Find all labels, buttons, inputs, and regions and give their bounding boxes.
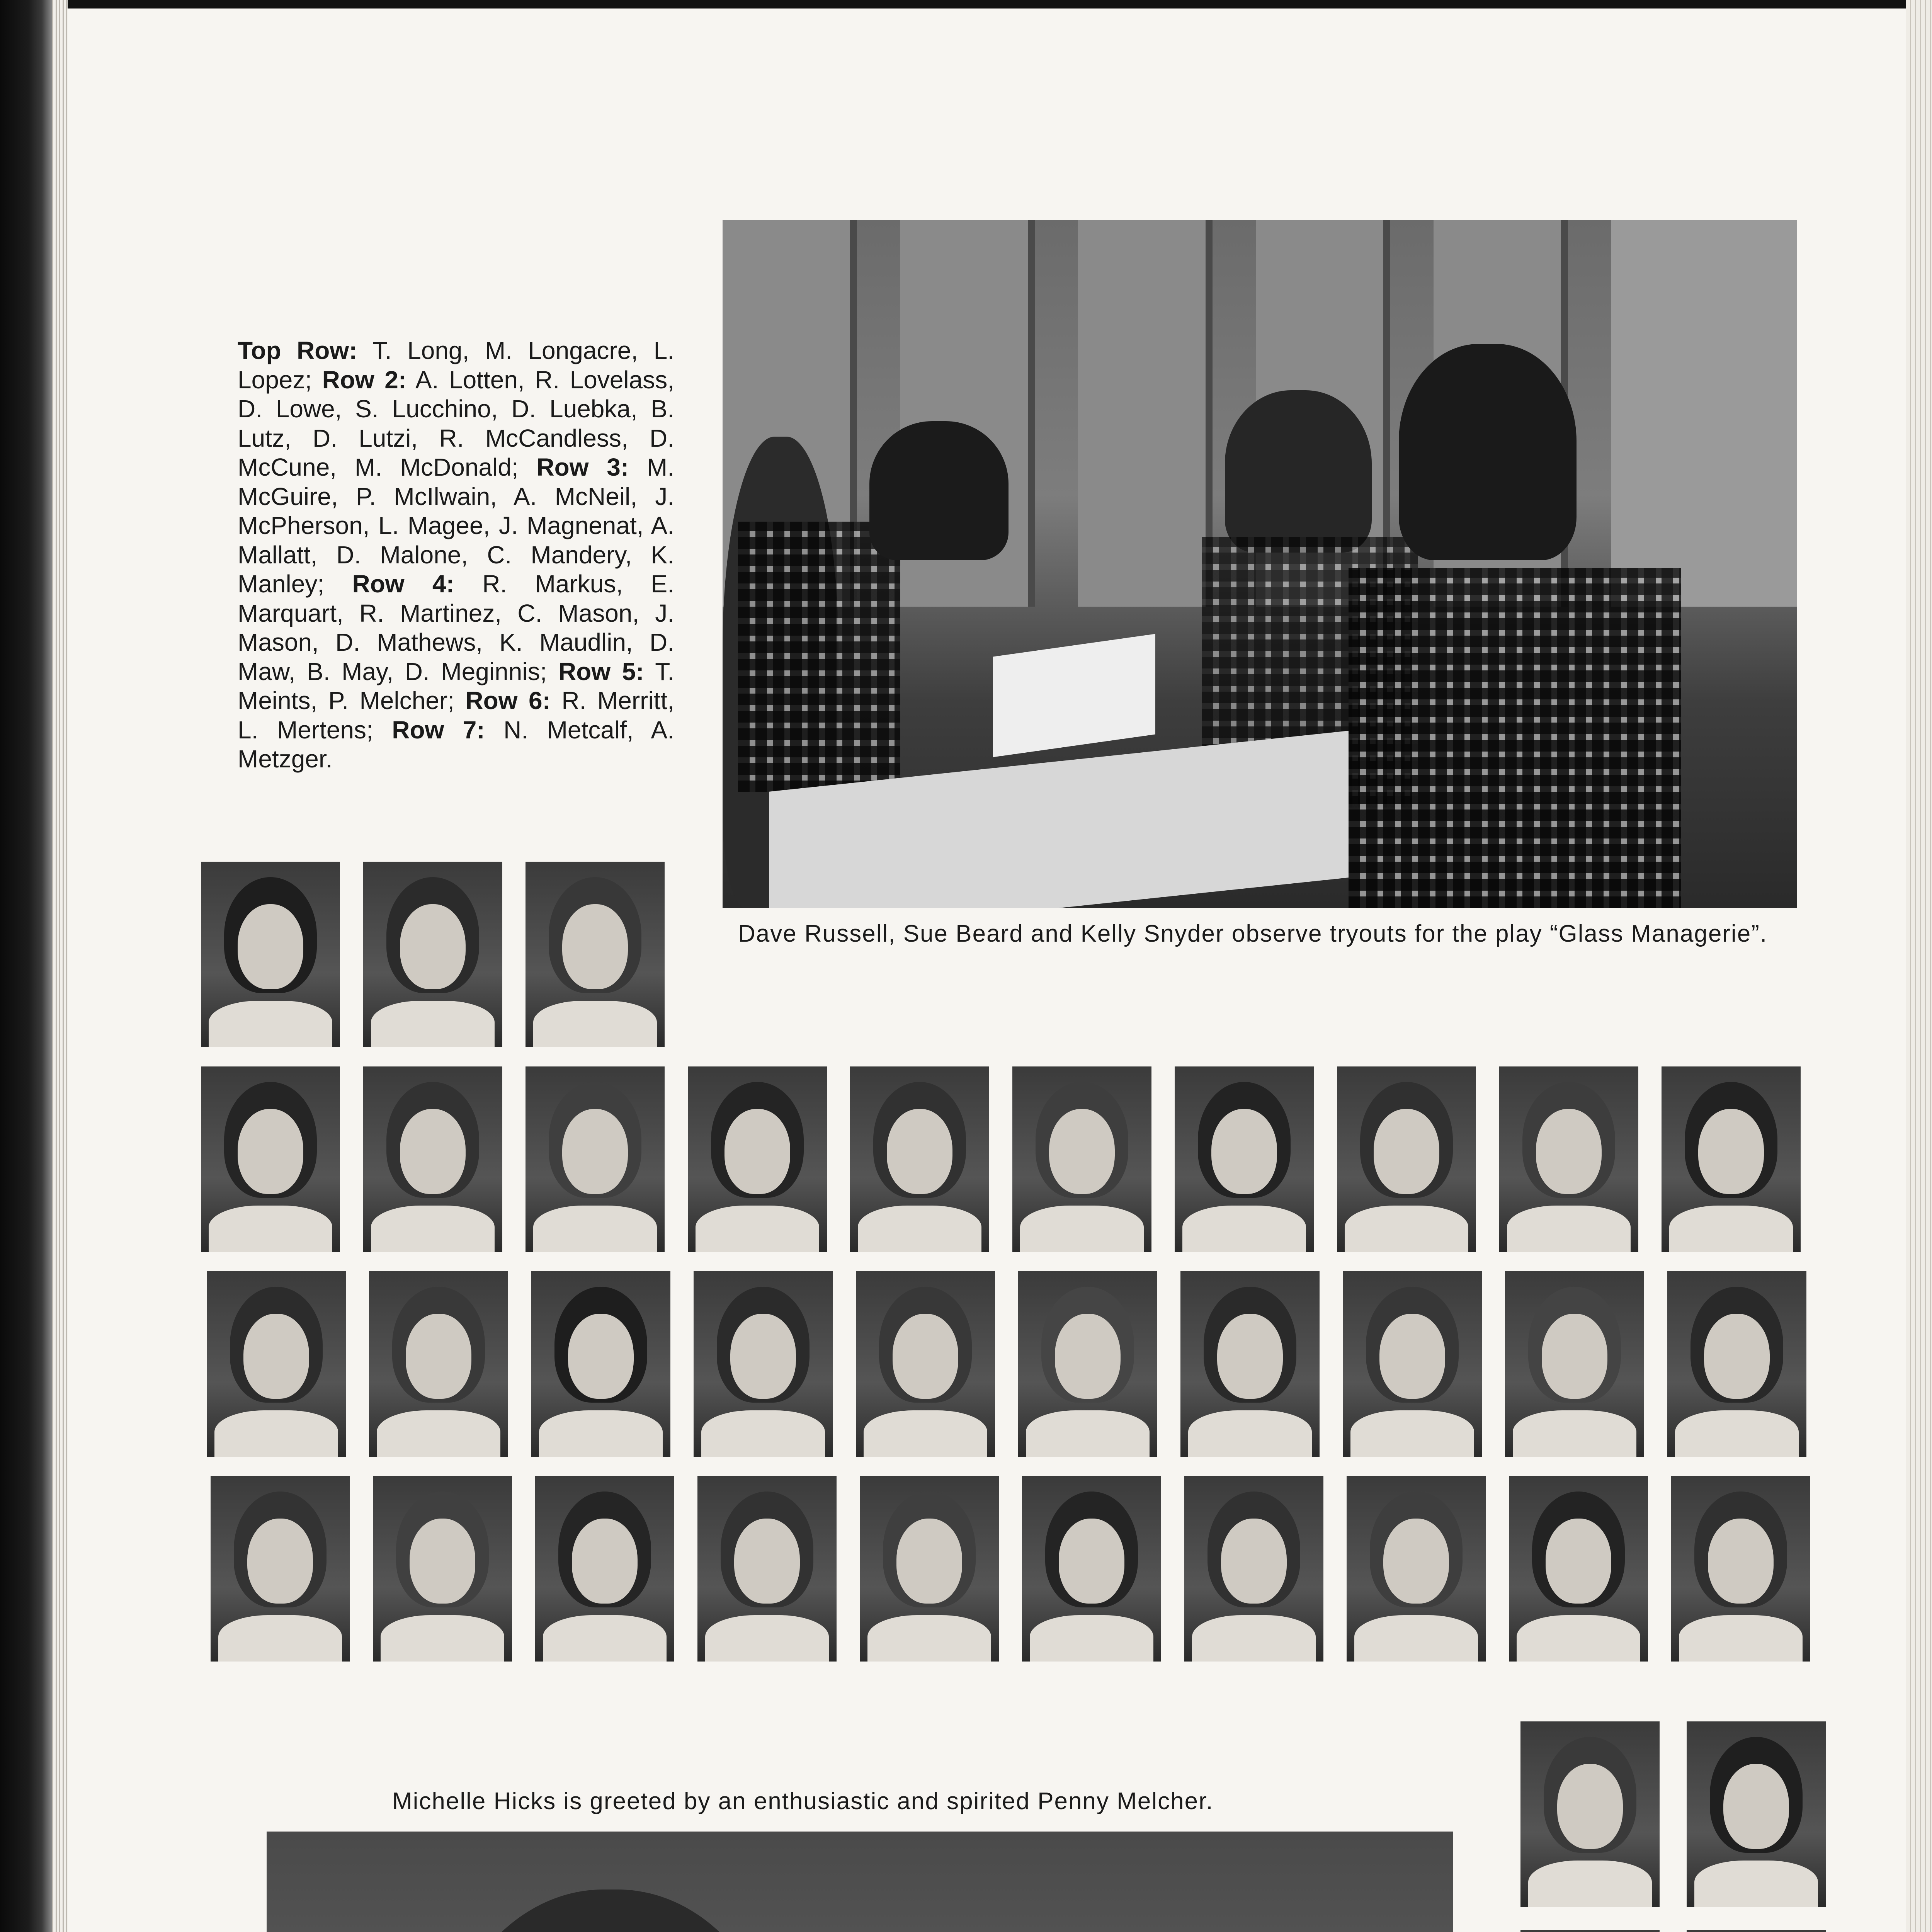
portrait-face [1221, 1519, 1287, 1604]
portrait-face [1383, 1519, 1449, 1604]
row6-label: Row 6: [465, 687, 551, 715]
portrait-collar [539, 1410, 663, 1457]
portrait-face [887, 1109, 952, 1194]
portrait-face [562, 904, 628, 989]
student-portrait [531, 1271, 670, 1457]
classroom-photo-caption: Dave Russell, Sue Beard and Kelly Snyder observe tryouts for the play “Glass Managerie”. [738, 920, 1768, 947]
portrait-collar [1188, 1410, 1312, 1457]
portrait-collar [864, 1410, 987, 1457]
portrait-face [1374, 1109, 1439, 1194]
portrait-collar [1513, 1410, 1636, 1457]
portrait-face [568, 1314, 634, 1399]
student-portrait [1687, 1930, 1826, 1932]
portrait-collar [371, 1001, 495, 1047]
top-row-label: Top Row: [238, 337, 357, 364]
portrait-collar [533, 1001, 657, 1047]
portrait-face [238, 904, 303, 989]
portrait-collar [377, 1410, 500, 1457]
portrait-face [400, 1109, 466, 1194]
portrait-collar [209, 1206, 332, 1252]
student-portrait [201, 1066, 340, 1252]
portrait-collar [1350, 1410, 1474, 1457]
portrait-face [896, 1519, 962, 1604]
hair-left [437, 1889, 784, 1932]
classroom-tryouts-photo [723, 220, 1797, 908]
student-portrait [856, 1271, 995, 1457]
teacher-figure-shirt [1349, 568, 1681, 908]
row7-names: N. Metcalf, A. Metzger. [238, 716, 675, 773]
portrait-face [893, 1314, 958, 1399]
student-figure-head [869, 421, 1009, 560]
portrait-collar [1528, 1861, 1652, 1907]
page-edge-lines [52, 0, 68, 1932]
portrait-face [734, 1519, 800, 1604]
student-portrait [535, 1476, 674, 1662]
student-portrait [1662, 1066, 1801, 1252]
student-portrait [363, 862, 502, 1047]
student-portrait [1499, 1066, 1638, 1252]
student-portrait [373, 1476, 512, 1662]
portrait-face [247, 1519, 313, 1604]
portrait-collar [1675, 1410, 1799, 1457]
student-portrait [1022, 1476, 1161, 1662]
portrait-face [1217, 1314, 1283, 1399]
portrait-collar [1030, 1615, 1153, 1662]
portrait-collar [218, 1615, 342, 1662]
student-portrait [1175, 1066, 1314, 1252]
portrait-collar [1669, 1206, 1793, 1252]
portrait-face [1542, 1314, 1607, 1399]
student-portrait [369, 1271, 508, 1457]
names-caption [238, 336, 674, 774]
student-portrait [1671, 1476, 1810, 1662]
student-figure-shirt [738, 522, 900, 792]
portrait-face [1546, 1519, 1611, 1604]
student-portrait [860, 1476, 999, 1662]
portrait-face [1723, 1764, 1789, 1849]
top-row-names: T. Long, M. Longacre, L. Lopez; [238, 337, 675, 394]
portrait-collar [1517, 1615, 1640, 1662]
portrait-collar [1182, 1206, 1306, 1252]
portrait-face [400, 904, 466, 989]
script-papers [993, 634, 1155, 757]
portrait-collar [1507, 1206, 1631, 1252]
row4-label: Row 4: [352, 570, 454, 598]
portrait-face [238, 1109, 303, 1194]
cabinet-panel [1611, 220, 1797, 607]
row6-names: R. Merritt, L. Mertens; [238, 687, 674, 744]
portrait-face [1049, 1109, 1115, 1194]
portrait-collar [1679, 1615, 1803, 1662]
portrait-collar [1026, 1410, 1150, 1457]
portrait-face [1704, 1314, 1770, 1399]
row3-label: Row 3: [536, 453, 629, 481]
portrait-face [410, 1519, 475, 1604]
student-portrait [526, 862, 665, 1047]
row5-label: Row 5: [558, 657, 644, 685]
student-portrait [1018, 1271, 1157, 1457]
portrait-collar [701, 1410, 825, 1457]
portrait-collar [1020, 1206, 1144, 1252]
portrait-face [1708, 1519, 1774, 1604]
greeting-photo [267, 1832, 1453, 1932]
teacher-figure-head [1399, 344, 1577, 560]
student-portrait [1184, 1476, 1323, 1662]
student-portrait [697, 1476, 837, 1662]
row4-names: R. Markus, E. Marquart, R. Martinez, C. Mason, J. Mason, D. Mathews, K. Maudlin, D. Maw, B. May, D. Meginnis; [238, 570, 675, 685]
student-portrait [1505, 1271, 1644, 1457]
student-portrait [1520, 1721, 1660, 1907]
page-right-edge [1906, 0, 1932, 1932]
portrait-collar [1192, 1615, 1316, 1662]
row5-names: T. Meints, P. Melcher; [238, 657, 675, 715]
student-portrait [1667, 1271, 1806, 1457]
portrait-collar [214, 1410, 338, 1457]
portrait-collar [1345, 1206, 1468, 1252]
student-portrait [211, 1476, 350, 1662]
portrait-collar [867, 1615, 991, 1662]
portrait-face [1557, 1764, 1623, 1849]
portrait-face [1698, 1109, 1764, 1194]
row2-names: A. Lotten, R. Lovelass, D. Lowe, S. Lucchino, D. Luebka, B. Lutz, D. Lutzi, R. McCandless, D. McCune, M. McDonald; [238, 366, 674, 481]
row3-names: M. McGuire, P. McIlwain, A. McNeil, J. McPherson, L. Magee, J. Magnenat, A. Mallatt, D. Malone, C. Mandery, K. Manley; [238, 453, 675, 598]
student-portrait [1337, 1066, 1476, 1252]
student-portrait [1012, 1066, 1151, 1252]
portrait-face [1211, 1109, 1277, 1194]
portrait-face [1536, 1109, 1602, 1194]
portrait-collar [371, 1206, 495, 1252]
cabinet-panel [1078, 220, 1213, 607]
student-portrait [1343, 1271, 1482, 1457]
portrait-face [1059, 1519, 1124, 1604]
portrait-collar [1694, 1861, 1818, 1907]
book-spine [0, 0, 52, 1932]
student-portrait [1347, 1476, 1486, 1662]
portrait-collar [1354, 1615, 1478, 1662]
student-portrait [526, 1066, 665, 1252]
student-portrait [850, 1066, 989, 1252]
portrait-face [572, 1519, 638, 1604]
student-figure-head [1225, 390, 1372, 553]
student-portrait [1509, 1476, 1648, 1662]
student-portrait [1520, 1930, 1660, 1932]
row7-label: Row 7: [392, 716, 485, 744]
page-top-edge [0, 0, 1932, 9]
portrait-face [730, 1314, 796, 1399]
student-portrait [1687, 1721, 1826, 1907]
portrait-collar [533, 1206, 657, 1252]
row2-label: Row 2: [322, 366, 407, 394]
student-portrait [1180, 1271, 1320, 1457]
portrait-face [406, 1314, 471, 1399]
portrait-collar [705, 1615, 829, 1662]
portrait-collar [858, 1206, 981, 1252]
portrait-face [562, 1109, 628, 1194]
portrait-collar [381, 1615, 504, 1662]
portrait-face [1055, 1314, 1121, 1399]
portrait-collar [209, 1001, 332, 1047]
student-portrait [207, 1271, 346, 1457]
portrait-collar [543, 1615, 667, 1662]
portrait-collar [696, 1206, 819, 1252]
student-portrait [363, 1066, 502, 1252]
portrait-face [1379, 1314, 1445, 1399]
student-portrait [694, 1271, 833, 1457]
portrait-face [724, 1109, 790, 1194]
student-portrait [201, 862, 340, 1047]
portrait-face [243, 1314, 309, 1399]
greeting-photo-caption: Michelle Hicks is greeted by an enthusiastic and spirited Penny Melcher. [392, 1788, 1214, 1815]
student-portrait [688, 1066, 827, 1252]
